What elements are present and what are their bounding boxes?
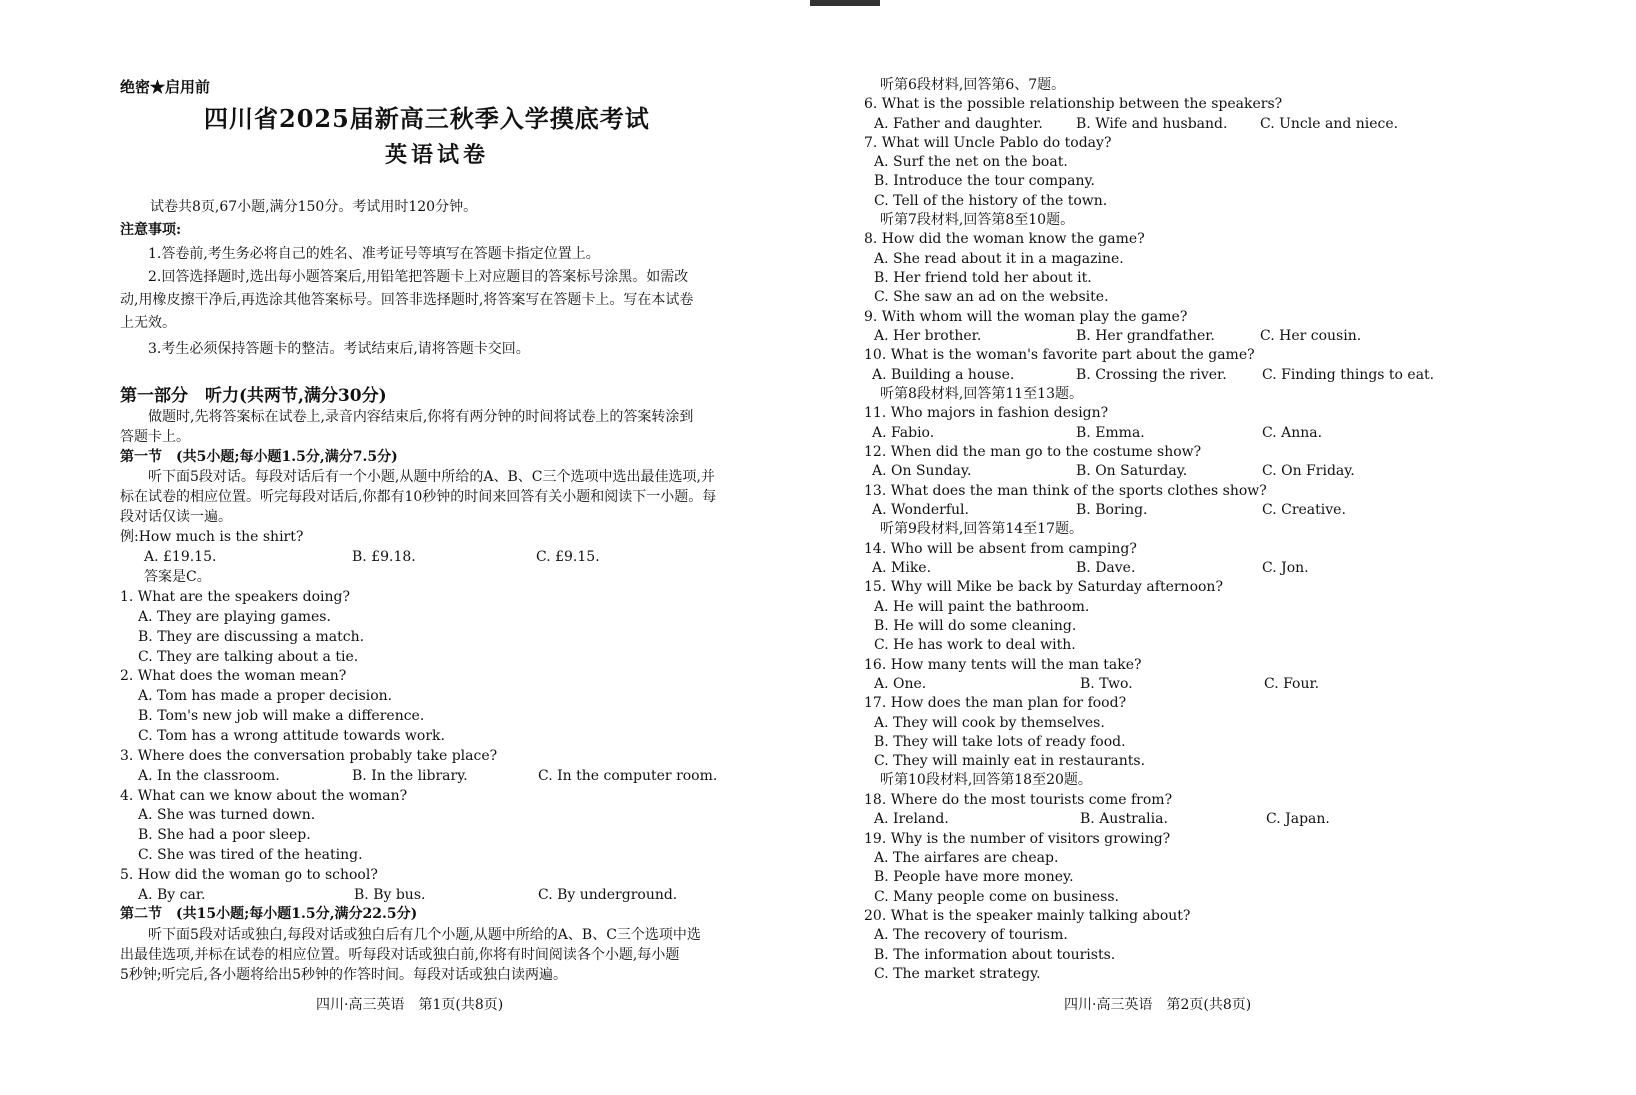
material-10-heading: 听第10段材料,回答第18至20题。 — [880, 772, 1092, 788]
option-c: C. They are talking about a tie. — [138, 649, 359, 665]
option-a: A. The airfares are cheap. — [874, 850, 1059, 866]
option-b: B. Crossing the river. — [1076, 367, 1227, 383]
material-8-heading: 听第8段材料,回答第11至13题。 — [880, 386, 1083, 402]
option-a: A. They are playing games. — [138, 609, 331, 625]
option-a: A. On Sunday. — [872, 463, 972, 479]
notice-line: 3.考生必须保持答题卡的整洁。考试结束后,请将答题卡交回。 — [148, 341, 530, 357]
question-10: 10. What is the woman's favorite part about the game? — [864, 347, 1255, 363]
option-c: C. Four. — [1264, 676, 1320, 692]
material-9-heading: 听第9段材料,回答第14至17题。 — [880, 521, 1083, 537]
section1-desc: 听下面5段对话。每段对话后有一个小题,从题中所给的A、B、C三个选项中选出最佳选项,并 — [148, 469, 715, 485]
question-6: 6. What is the possible relationship between the speakers? — [864, 96, 1283, 112]
page-footer: 四川·高三英语 第1页(共8页) — [316, 997, 504, 1013]
option-c: C. Tom has a wrong attitude towards work. — [138, 728, 445, 744]
section2-desc: 听下面5段对话或独白,每段对话或独白后有几个小题,从题中所给的A、B、C三个选项中选 — [148, 927, 701, 943]
option-a: A. She read about it in a magazine. — [874, 251, 1124, 267]
option-c: C. They will mainly eat in restaurants. — [874, 753, 1146, 769]
option-a: A. Tom has made a proper decision. — [138, 688, 393, 704]
option-c: C. He has work to deal with. — [874, 637, 1076, 653]
option-a: A. He will paint the bathroom. — [874, 599, 1090, 615]
option-c: C. By underground. — [538, 887, 678, 903]
option-b: B. Her friend told her about it. — [874, 270, 1092, 286]
option-a: A. Building a house. — [872, 367, 1015, 383]
option-b: B. They are discussing a match. — [138, 629, 365, 645]
option-b: B. He will do some cleaning. — [874, 618, 1077, 634]
notice-line: 上无效。 — [120, 315, 176, 331]
option-c: C. Uncle and niece. — [1260, 116, 1399, 132]
part1-desc: 做题时,先将答案标在试卷上,录音内容结束后,你将有两分钟的时间将试卷上的答案转涂到 — [148, 409, 694, 425]
option-a: A. Father and daughter. — [874, 116, 1043, 132]
question-19: 19. Why is the number of visitors growing? — [864, 831, 1171, 847]
scan-top-mark — [810, 0, 880, 6]
option-a: A. One. — [874, 676, 927, 692]
section2-desc: 出最佳选项,并标在试卷的相应位置。听每段对话或独白前,你将有时间阅读各个小题,每小题 — [120, 947, 680, 963]
option-b: B. £9.18. — [352, 549, 416, 565]
option-c: C. Her cousin. — [1260, 328, 1362, 344]
option-c: C. Japan. — [1266, 811, 1330, 827]
question-16: 16. How many tents will the man take? — [864, 657, 1142, 673]
part1-heading: 第一部分 听力(共两节,满分30分) — [120, 386, 387, 406]
question-20: 20. What is the speaker mainly talking about? — [864, 908, 1191, 924]
option-b: B. By bus. — [354, 887, 426, 903]
option-c: C. She saw an ad on the website. — [874, 289, 1109, 305]
option-a: A. Surf the net on the boat. — [874, 154, 1068, 170]
option-c: C. Tell of the history of the town. — [874, 193, 1108, 209]
option-c: C. On Friday. — [1262, 463, 1355, 479]
material-7-heading: 听第7段材料,回答第8至10题。 — [880, 212, 1075, 228]
question-12: 12. When did the man go to the costume show? — [864, 444, 1202, 460]
section1-heading: 第一节 (共5小题;每小题1.5分,满分7.5分) — [120, 449, 398, 465]
example-question: 例:How much is the shirt? — [120, 529, 304, 545]
option-b: B. The information about tourists. — [874, 947, 1116, 963]
option-b: B. Boring. — [1076, 502, 1148, 518]
option-b: B. Tom's new job will make a difference. — [138, 708, 425, 724]
exam-title: 四川省2025届新高三秋季入学摸底考试 — [204, 104, 650, 133]
option-c: C. Many people come on business. — [874, 889, 1119, 905]
section2-heading: 第二节 (共15小题;每小题1.5分,满分22.5分) — [120, 906, 418, 922]
option-c: C. Anna. — [1262, 425, 1323, 441]
material-6-heading: 听第6段材料,回答第6、7题。 — [880, 77, 1066, 93]
option-a: A. They will cook by themselves. — [874, 715, 1105, 731]
question-5: 5. How did the woman go to school? — [120, 867, 378, 883]
question-14: 14. Who will be absent from camping? — [864, 541, 1137, 557]
option-a: A. The recovery of tourism. — [874, 927, 1068, 943]
option-b: B. Australia. — [1080, 811, 1168, 827]
option-a: A. By car. — [138, 887, 206, 903]
question-1: 1. What are the speakers doing? — [120, 589, 351, 605]
question-4: 4. What can we know about the woman? — [120, 788, 408, 804]
option-a: A. £19.15. — [144, 549, 217, 565]
question-11: 11. Who majors in fashion design? — [864, 405, 1109, 421]
example-answer: 答案是C。 — [144, 569, 211, 585]
option-a: A. She was turned down. — [138, 807, 316, 823]
option-c: C. £9.15. — [536, 549, 600, 565]
question-13: 13. What does the man think of the sports clothes show? — [864, 483, 1267, 499]
option-b: B. Her grandfather. — [1076, 328, 1215, 344]
question-9: 9. With whom will the woman play the game? — [864, 309, 1188, 325]
option-c: C. She was tired of the heating. — [138, 847, 363, 863]
section2-desc: 5秒钟;听完后,各小题将给出5秒钟的作答时间。每段对话或独白读两遍。 — [120, 967, 567, 983]
notice-line: 动,用橡皮擦干净后,再选涂其他答案标号。回答非选择题时,将答案写在答题卡上。写在本试卷 — [120, 292, 694, 308]
question-15: 15. Why will Mike be back by Saturday afternoon? — [864, 579, 1223, 595]
option-a: A. Ireland. — [874, 811, 949, 827]
confidential-label: 绝密★启用前 — [120, 78, 211, 96]
option-c: C. Finding things to eat. — [1262, 367, 1435, 383]
notice-line: 1.答卷前,考生务必将自己的姓名、准考证号等填写在答题卡指定位置上。 — [148, 246, 600, 262]
question-8: 8. How did the woman know the game? — [864, 231, 1145, 247]
section1-desc: 段对话仅读一遍。 — [120, 509, 232, 525]
page-2 — [864, 0, 1480, 1095]
question-2: 2. What does the woman mean? — [120, 668, 347, 684]
question-17: 17. How does the man plan for food? — [864, 695, 1127, 711]
page-footer: 四川·高三英语 第2页(共8页) — [1064, 997, 1252, 1013]
notice-heading: 注意事项: — [120, 222, 182, 238]
option-b: B. Two. — [1080, 676, 1133, 692]
option-b: B. Wife and husband. — [1076, 116, 1228, 132]
section1-desc: 标在试卷的相应位置。听完每段对话后,你都有10秒钟的时间来回答有关小题和阅读下一小题。每 — [120, 489, 717, 505]
option-a: A. Her brother. — [874, 328, 982, 344]
option-b: B. Dave. — [1076, 560, 1136, 576]
option-b: B. On Saturday. — [1076, 463, 1188, 479]
option-c: C. In the computer room. — [538, 768, 718, 784]
option-b: B. Introduce the tour company. — [874, 173, 1095, 189]
option-a: A. Wonderful. — [872, 502, 969, 518]
option-b: B. Emma. — [1076, 425, 1145, 441]
page-1 — [120, 0, 810, 1095]
option-a: A. Fabio. — [872, 425, 935, 441]
option-a: A. In the classroom. — [138, 768, 280, 784]
question-18: 18. Where do the most tourists come from? — [864, 792, 1173, 808]
option-c: C. The market strategy. — [874, 966, 1041, 982]
question-3: 3. Where does the conversation probably take place? — [120, 748, 498, 764]
option-b: B. People have more money. — [874, 869, 1074, 885]
option-b: B. She had a poor sleep. — [138, 827, 311, 843]
option-b: B. In the library. — [352, 768, 468, 784]
exam-info: 试卷共8页,67小题,满分150分。考试用时120分钟。 — [150, 199, 478, 215]
option-a: A. Mike. — [872, 560, 932, 576]
exam-subtitle: 英语试卷 — [385, 142, 490, 168]
question-7: 7. What will Uncle Pablo do today? — [864, 135, 1112, 151]
part1-desc: 答题卡上。 — [120, 429, 190, 445]
option-b: B. They will take lots of ready food. — [874, 734, 1126, 750]
notice-line: 2.回答选择题时,选出每小题答案后,用铅笔把答题卡上对应题目的答案标号涂黑。如需改 — [148, 269, 689, 285]
option-c: C. Jon. — [1262, 560, 1309, 576]
option-c: C. Creative. — [1262, 502, 1346, 518]
